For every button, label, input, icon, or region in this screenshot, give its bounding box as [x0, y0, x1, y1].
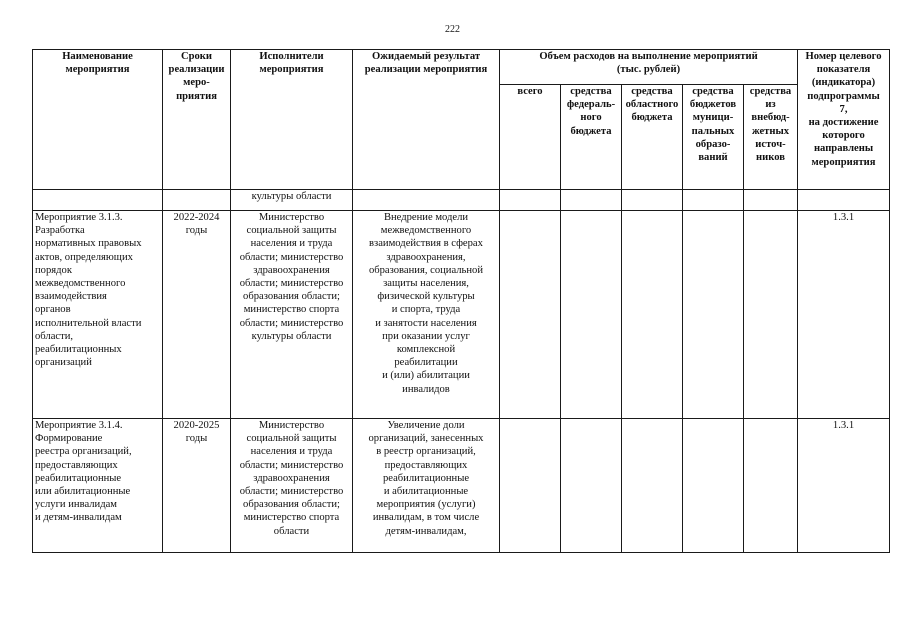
measure-executors: Министерство социальной защиты населения и труда области; министерство здравоохранения области; министерство образования области; министерство спорта области	[231, 419, 353, 553]
header-indicator: Номер целевого показателя (индикатора) подпрограммы 7, на достижение которого направлены мероприятия	[798, 50, 890, 190]
header-name: Наименование мероприятия	[33, 50, 163, 190]
measure-name: Мероприятие 3.1.4. Формирование реестра организаций, предоставляющих реабилитационные или абилитационные услуги инвалидам и детям-инвалидам	[33, 419, 163, 553]
measure-offbudget	[744, 211, 798, 419]
table-cell	[33, 190, 163, 211]
measure-result: Внедрение модели межведомственного взаимодействия в сферах здравоохранения, образования, социальной защиты населения, физической культуры и спорта, труда и занятости населения при оказании услуг комплексной реабилитации и (или) абилитации инвалидов	[353, 211, 500, 419]
header-regional: средства областного бюджета	[622, 85, 683, 190]
measure-indicator: 1.3.1	[798, 211, 890, 419]
table-cell	[163, 190, 231, 211]
continuation-executors: культуры области	[231, 190, 353, 211]
table-cell	[622, 190, 683, 211]
table-cell	[561, 190, 622, 211]
header-municipal: средства бюджетов муници- пальных образо- ваний	[683, 85, 744, 190]
measure-municipal	[683, 419, 744, 553]
page-number: 222	[445, 24, 460, 35]
header-federal: средства федераль- ного бюджета	[561, 85, 622, 190]
measure-regional	[622, 419, 683, 553]
measure-total	[500, 211, 561, 419]
table-cell	[683, 190, 744, 211]
header-total: всего	[500, 85, 561, 190]
table-cell	[798, 190, 890, 211]
measure-terms: 2020-2025 годы	[163, 419, 231, 553]
header-executors: Исполнители мероприятия	[231, 50, 353, 190]
measure-total	[500, 419, 561, 553]
header-row	[33, 50, 890, 85]
measure-regional	[622, 211, 683, 419]
table-row	[33, 211, 890, 419]
table-cell	[744, 190, 798, 211]
measures-table	[32, 49, 890, 553]
table-row	[33, 419, 890, 553]
table-cell	[500, 190, 561, 211]
header-expenses-group: Объем расходов на выполнение мероприятий (тыс. рублей)	[500, 50, 798, 85]
measure-executors: Министерство социальной защиты населения и труда области; министерство здравоохранения области; министерство образования области; министерство спорта области; министерство культуры области	[231, 211, 353, 419]
header-result: Ожидаемый результат реализации мероприятия	[353, 50, 500, 190]
measure-indicator: 1.3.1	[798, 419, 890, 553]
measure-name: Мероприятие 3.1.3. Разработка нормативных правовых актов, определяющих порядок межведомственного взаимодействия органов исполнительной власти области, реабилитационных организаций	[33, 211, 163, 419]
header-offbudget: средства из внебюд- жетных источ- ников	[744, 85, 798, 190]
table-cell	[353, 190, 500, 211]
header-terms: Сроки реализации меро- приятия	[163, 50, 231, 190]
continuation-row	[33, 190, 890, 211]
measure-federal	[561, 419, 622, 553]
measure-result: Увеличение доли организаций, занесенных в реестр организаций, предоставляющих реабилитационные и абилитационные мероприятия (услуги) инвалидам, в том числе детям-инвалидам,	[353, 419, 500, 553]
measure-federal	[561, 211, 622, 419]
measure-offbudget	[744, 419, 798, 553]
measure-municipal	[683, 211, 744, 419]
measure-terms: 2022-2024 годы	[163, 211, 231, 419]
